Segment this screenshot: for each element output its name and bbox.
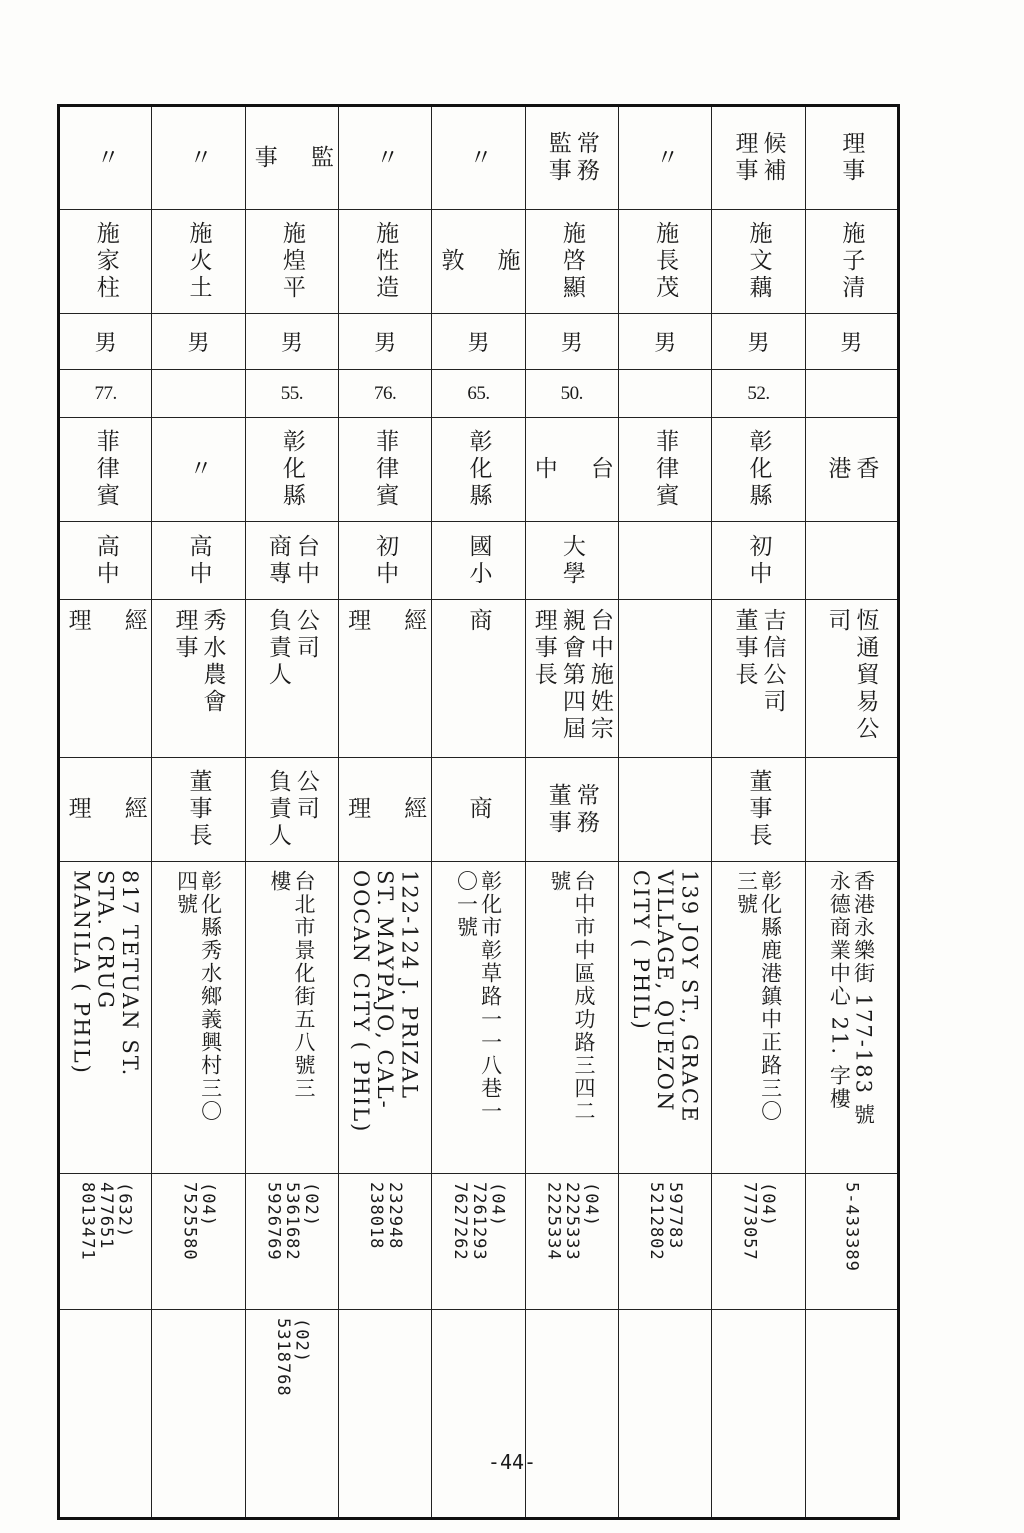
extra-phone-cell <box>432 1310 525 1519</box>
title-row <box>59 106 899 210</box>
current-position-row <box>59 758 899 862</box>
extra-phone-cell <box>338 1310 431 1519</box>
extra-phone-cell <box>712 1310 805 1519</box>
age-cell: 65. <box>432 370 525 418</box>
title-cell: 理事 <box>805 106 898 210</box>
current-position-cell: 公司 負責人 <box>245 758 338 862</box>
extra-phone-cell <box>525 1310 618 1519</box>
address-cell: 台北市景化街五八號三 樓 <box>245 862 338 1174</box>
origin-cell: 菲律賓 <box>59 418 152 522</box>
age-row <box>59 370 899 418</box>
age-cell: 77. <box>59 370 152 418</box>
gender-cell: 男 <box>712 314 805 370</box>
gender-cell: 男 <box>152 314 245 370</box>
title-cell: 〃 <box>152 106 245 210</box>
phone-cell: (04) 7773057 <box>712 1174 805 1310</box>
age-cell: 50. <box>525 370 618 418</box>
gender-cell: 男 <box>618 314 711 370</box>
education-cell: 台中 商專 <box>245 522 338 600</box>
phone-cell: (04) 7261293 7627262 <box>432 1174 525 1310</box>
gender-cell: 男 <box>805 314 898 370</box>
origin-cell: 彰化縣 <box>712 418 805 522</box>
origin-cell: 菲律賓 <box>618 418 711 522</box>
name-cell: 施性造 <box>338 210 431 314</box>
origin-cell: 〃 <box>152 418 245 522</box>
experience-cell: 台中施姓宗 親會第四屆 理事長 <box>525 600 618 758</box>
experience-row <box>59 600 899 758</box>
name-row <box>59 210 899 314</box>
member-roster-table <box>57 104 900 1520</box>
address-cell: 彰化縣秀水鄉義興村三〇 四號 <box>152 862 245 1174</box>
phone-cell: (02) 5361682 5926769 <box>245 1174 338 1310</box>
name-cell: 施家柱 <box>59 210 152 314</box>
origin-cell: 香 港 <box>805 418 898 522</box>
name-cell: 施火土 <box>152 210 245 314</box>
name-cell: 施煌平 <box>245 210 338 314</box>
address-cell: 139 JOY ST., GRACE VILLAGE, QUEZON CITY ( PHIL) <box>618 862 711 1174</box>
current-position-cell: 經 理 <box>59 758 152 862</box>
extra-phone-cell: (02) 5318768 <box>245 1310 338 1519</box>
education-row <box>59 522 899 600</box>
age-cell <box>618 370 711 418</box>
gender-cell: 男 <box>432 314 525 370</box>
name-cell: 施 敦 <box>432 210 525 314</box>
experience-cell: 吉信公司 董事長 <box>712 600 805 758</box>
current-position-cell: 董事長 <box>712 758 805 862</box>
phone-cell: (632) 477651 8013471 <box>59 1174 152 1310</box>
current-position-cell <box>618 758 711 862</box>
name-cell: 施長茂 <box>618 210 711 314</box>
phone-row <box>59 1174 899 1310</box>
address-cell: 817 TETUAN ST. STA. CRUG MANILA ( PHIL) <box>59 862 152 1174</box>
education-cell: 初中 <box>712 522 805 600</box>
name-cell: 施子清 <box>805 210 898 314</box>
name-cell: 施文藕 <box>712 210 805 314</box>
extra-phone-cell <box>152 1310 245 1519</box>
address-cell: 台中市中區成功路三四二 號 <box>525 862 618 1174</box>
name-cell: 施啓顯 <box>525 210 618 314</box>
phone-cell: 5-433389 <box>805 1174 898 1310</box>
education-cell: 大學 <box>525 522 618 600</box>
education-cell: 高中 <box>152 522 245 600</box>
origin-cell: 菲律賓 <box>338 418 431 522</box>
extra-phone-cell <box>59 1310 152 1519</box>
title-cell: 〃 <box>432 106 525 210</box>
title-cell: 〃 <box>59 106 152 210</box>
age-cell: 55. <box>245 370 338 418</box>
extra-phone-row <box>59 1310 899 1519</box>
address-cell: 彰化縣鹿港鎮中正路三〇 三號 <box>712 862 805 1174</box>
address-cell: 彰化市彰草路一一八巷一 〇一號 <box>432 862 525 1174</box>
address-cell: 122-124 J. PRIZAL ST. MAYPAJO, CAL- OOCAN CITY ( PHIL) <box>338 862 431 1174</box>
age-cell: 76. <box>338 370 431 418</box>
gender-cell: 男 <box>59 314 152 370</box>
title-cell: 監 事 <box>245 106 338 210</box>
current-position-cell: 董事長 <box>152 758 245 862</box>
current-position-cell: 經 理 <box>338 758 431 862</box>
age-cell <box>805 370 898 418</box>
phone-cell: 597783 5212802 <box>618 1174 711 1310</box>
experience-cell: 恆通貿易公 司 <box>805 600 898 758</box>
origin-cell: 彰化縣 <box>245 418 338 522</box>
education-cell: 高中 <box>59 522 152 600</box>
experience-cell: 秀水農會 理事 <box>152 600 245 758</box>
address-cell: 香港永樂街 177-183 號 永德商業中心 21. 字樓 <box>805 862 898 1174</box>
experience-cell: 經 理 <box>59 600 152 758</box>
gender-cell: 男 <box>338 314 431 370</box>
origin-cell: 彰化縣 <box>432 418 525 522</box>
current-position-cell: 常務 董事 <box>525 758 618 862</box>
education-cell: 國小 <box>432 522 525 600</box>
address-row <box>59 862 899 1174</box>
age-cell <box>152 370 245 418</box>
gender-row <box>59 314 899 370</box>
title-cell: 〃 <box>338 106 431 210</box>
phone-cell: (04) 2225333 2225334 <box>525 1174 618 1310</box>
gender-cell: 男 <box>245 314 338 370</box>
experience-cell: 公司 負責人 <box>245 600 338 758</box>
education-cell: 初中 <box>338 522 431 600</box>
education-cell <box>805 522 898 600</box>
gender-cell: 男 <box>525 314 618 370</box>
page-number: -44- <box>487 1450 537 1474</box>
education-cell <box>618 522 711 600</box>
experience-cell: 商 <box>432 600 525 758</box>
experience-cell <box>618 600 711 758</box>
title-cell: 〃 <box>618 106 711 210</box>
title-cell: 常務 監事 <box>525 106 618 210</box>
phone-cell: 232948 238018 <box>338 1174 431 1310</box>
origin-row <box>59 418 899 522</box>
origin-cell: 台 中 <box>525 418 618 522</box>
extra-phone-cell <box>805 1310 898 1519</box>
extra-phone-cell <box>618 1310 711 1519</box>
title-cell: 候補 理事 <box>712 106 805 210</box>
age-cell: 52. <box>712 370 805 418</box>
current-position-cell: 商 <box>432 758 525 862</box>
phone-cell: (04) 7525580 <box>152 1174 245 1310</box>
experience-cell: 經 理 <box>338 600 431 758</box>
current-position-cell <box>805 758 898 862</box>
